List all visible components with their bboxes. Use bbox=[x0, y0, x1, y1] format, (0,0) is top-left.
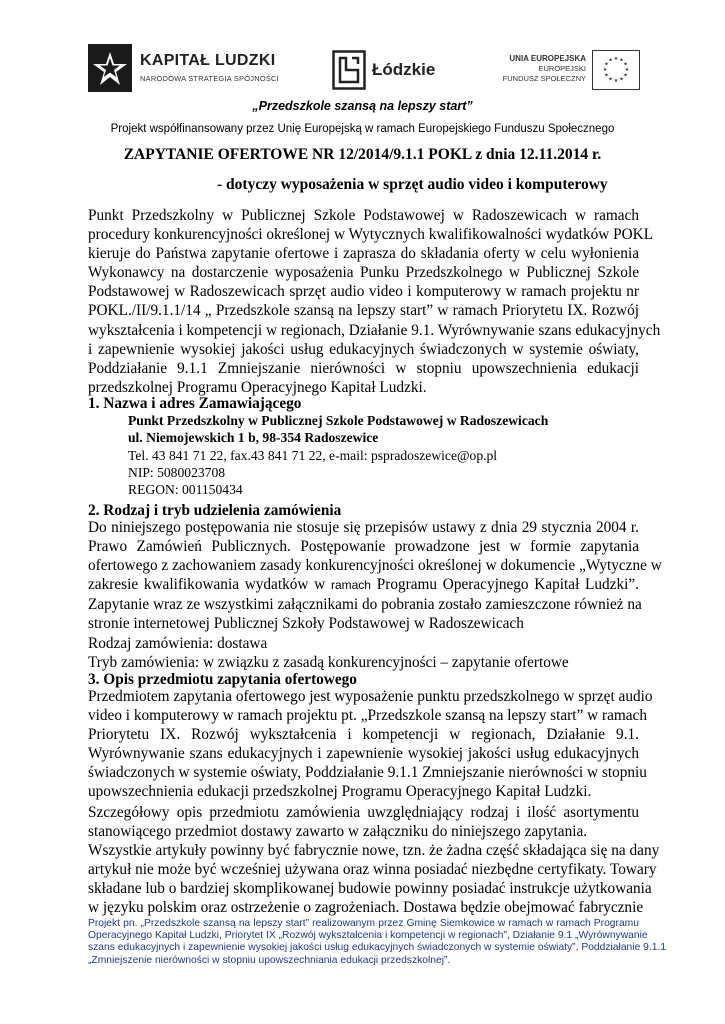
authority-street: ul. Niemojewskich 1 b, 98-354 Radoszewice bbox=[128, 430, 379, 446]
intro-line: wykształcenia i kompetencji w regionach, Działanie 9.1. Wyrównywanie szans edukacyjnych bbox=[88, 321, 661, 339]
logo-bar bbox=[0, 38, 725, 108]
intro-line: procedury konkurencyjności określonej w Wytycznych kwalifikowalności wydatków POKL bbox=[88, 226, 654, 244]
authority-name: Punkt Przedszkolny w Publicznej Szkole Podstawowej w Radoszewicach bbox=[128, 413, 549, 428]
footer-line: Operacyjnego Kapitał Ludzki, Priorytet IX „Rozwój wykształcenia i kompetencji w regionach”, Działanie 9.1 „Wyrównywanie bbox=[88, 930, 648, 942]
eu-flag-icon bbox=[592, 50, 640, 90]
intro-line: Punkt Przedszkolny w Publicznej Szkole Podstawowej w Radoszewicach w ramach bbox=[88, 207, 639, 224]
eu-line3: FUNDUSZ SPOŁECZNY bbox=[502, 74, 586, 83]
detail-line: składane lub o bardziej skomplikowanej budowie powinny posiadać instrukcje użytkowania bbox=[88, 880, 652, 898]
cofinancing-note: Projekt współfinansowany przez Unię Europejską w ramach Europejskiego Funduszu Społecznego bbox=[110, 123, 615, 135]
detail-line: artykuł nie może być wcześniej używana oraz winna posiadać niezbędne certyfikaty. Towary bbox=[88, 861, 657, 879]
intro-line: Wykonawcy na dostarczenie wyposażenia Punku Przedszkolnego w Publicznej Szkole bbox=[88, 264, 639, 282]
section2-line: Zapytanie wraz ze wszystkimi załącznikami do pobrania zostało zamieszczone również na bbox=[88, 596, 642, 614]
section1-heading: 1. Nazwa i adres Zamawiającego bbox=[88, 395, 302, 412]
lodzkie-logo bbox=[332, 50, 452, 94]
svg-text:★: ★ bbox=[623, 72, 628, 79]
section3-paragraph bbox=[88, 687, 653, 802]
svg-text:★: ★ bbox=[608, 57, 613, 64]
detail-line: w języku polskim oraz ostrzeżenie o zagrożeniach. Dostawa będzie obejmować fabrycznie bbox=[88, 899, 644, 917]
svg-text:★: ★ bbox=[619, 76, 624, 83]
svg-text:★: ★ bbox=[619, 57, 624, 64]
svg-text:★: ★ bbox=[623, 61, 628, 68]
lodzkie-name: Łódzkie bbox=[372, 60, 436, 79]
kapital-ludzki-logo bbox=[88, 40, 288, 100]
project-slogan: „Przedszkole szansą na lepszy start” bbox=[252, 99, 473, 113]
page-title: ZAPYTANIE OFERTOWE NR 12/2014/9.1.1 POKL z dnia 12.11.2014 r. bbox=[123, 146, 602, 163]
svg-text:★: ★ bbox=[613, 78, 619, 84]
intro-line: Podstawowej w Radoszewicach sprzęt audio video i komputerowy w ramach projektu nr bbox=[88, 283, 639, 301]
authority-contact: Tel. 43 841 71 22, fax.43 841 71 22, e-mail: pspradoszewice@op.pl bbox=[128, 447, 498, 463]
kapital-ludzki-subtitle: NARODOWA STRATEGIA SPÓJNOŚCI bbox=[140, 74, 279, 83]
section2-heading: 2. Rodzaj i tryb udzielenia zamówienia bbox=[88, 502, 342, 519]
authority-nip: NIP: 5080023708 bbox=[128, 464, 226, 480]
section2-line bbox=[88, 575, 639, 595]
section2-line: ofertowego z zachowaniem zasady konkurencyjności określonej w dokumencie „Wytyczne w bbox=[88, 557, 662, 575]
section2-line: stronie internetowej Publicznej Szkoły Podstawowej w Radoszewicach bbox=[88, 615, 524, 633]
page-footer bbox=[88, 918, 667, 967]
eu-logo bbox=[500, 48, 640, 100]
section3-line: upowszechnienia edukacji przedszkolnej Programu Operacyjnego Kapitał Ludzki. bbox=[88, 783, 592, 801]
kapital-ludzki-star-icon bbox=[88, 44, 132, 92]
eu-line2: EUROPEJSKI bbox=[538, 64, 586, 73]
section3-line: Przedmiotem zapytania ofertowego jest wyposażenie punktu przedszkolnego w sprzęt audio bbox=[88, 688, 653, 705]
section3-line: świadczonych w systemie oświaty, Poddziałanie 9.1.1 Zmniejszanie nierówności w stopniu bbox=[88, 764, 647, 782]
svg-text:★: ★ bbox=[624, 67, 630, 73]
svg-text:★: ★ bbox=[604, 61, 609, 68]
intro-line: POKL./II/9.1.1/14 „ Przedszkole szansą na lepszy start” w ramach Priorytetu IX. Rozwój bbox=[88, 302, 639, 320]
lodzkie-emblem-icon bbox=[332, 50, 366, 90]
section2-line4-part3: Programu Operacyjnego Kapitał Ludzki”. bbox=[376, 576, 640, 594]
section3-line: Priorytetu IX. Rozwój wykształcenia i kompetencji w regionach, Działanie 9.1. bbox=[88, 726, 639, 744]
eu-text bbox=[500, 54, 586, 84]
page-subtitle: - dotyczy wyposażenia w sprzęt audio video i komputerowy bbox=[217, 176, 608, 193]
contracting-authority-address bbox=[128, 412, 548, 498]
intro-line: kieruje do Państwa zapytanie ofertowe i zaprasza do składania oferty w celu wyłonienia bbox=[88, 245, 639, 263]
kapital-ludzki-title: KAPITAŁ LUDZKI bbox=[140, 52, 276, 69]
footer-line: szans edukacyjnych i zapewnienie wysokiej jakości usług edukacyjnych świadczonych w systemie oświaty”, Poddziałanie 9.1.1 bbox=[88, 942, 667, 954]
authority-regon: REGON: 001150434 bbox=[128, 482, 243, 498]
footer-line: Projekt pn. „Przedszkole szansą na lepszy start” realizowanym przez Gminę Siemkowice w ramach w ramach Programu bbox=[88, 918, 639, 929]
footer-line: „Zmniejszenie nierówności w stopniu upowszechniania edukacji przedszkolnej”. bbox=[88, 954, 451, 966]
svg-text:★: ★ bbox=[613, 56, 619, 62]
intro-line: przedszkolnej Programu Operacyjnego Kapitał Ludzki. bbox=[88, 378, 427, 396]
svg-text:★: ★ bbox=[608, 76, 613, 83]
section2-paragraph bbox=[88, 518, 662, 672]
svg-text:★: ★ bbox=[604, 72, 609, 79]
detail-line: stanowiącego przedmiot dostawy zawarto w załączniku do niniejszego zapytania. bbox=[88, 823, 588, 841]
eu-line1: UNIA EUROPEJSKA bbox=[509, 54, 586, 63]
section3-line: Wyrównywanie szans edukacyjnych i zapewnienie wysokiej jakości usług edukacyjnych bbox=[88, 745, 639, 763]
order-mode: Tryb zamówienia: w związku z zasadą konkurencyjności – zapytanie ofertowe bbox=[88, 653, 569, 671]
section3-detail-paragraph bbox=[88, 803, 660, 918]
section2-line4-part2: ramach bbox=[330, 578, 371, 593]
intro-paragraph bbox=[88, 206, 661, 397]
section2-line: Prawo Zamówień Publicznych. Postępowanie prowadzone jest w formie zapytania bbox=[88, 538, 639, 556]
section3-line: video i komputerowy w ramach projektu pt. „Przedszkole szansą na lepszy start” w ramach bbox=[88, 707, 647, 725]
section2-line4-part1: zakresie kwalifikowania wydatków w bbox=[88, 576, 326, 594]
section2-line: Do niniejszego postępowania nie stosuje się przepisów ustawy z dnia 29 stycznia 2004 r. bbox=[88, 519, 639, 536]
svg-text:★: ★ bbox=[602, 67, 608, 73]
detail-line: Wszystkie artykuły powinny być fabrycznie nowe, tzn. że żadna część składająca się na dany bbox=[88, 842, 660, 860]
order-type: Rodzaj zamówienia: dostawa bbox=[88, 634, 268, 652]
intro-line: i zapewnienie wysokiej jakości usług edukacyjnych świadczonych w systemie oświaty, bbox=[88, 340, 639, 358]
section3-heading: 3. Opis przedmiotu zapytania ofertowego bbox=[88, 671, 357, 688]
detail-line: Szczegółowy opis przedmiotu zamówienia uwzględniający rodzaj i ilość asortymentu bbox=[88, 804, 639, 821]
intro-line: Poddziałanie 9.1.1 Zmniejszanie nierówności w stopniu upowszechnienia edukacji bbox=[88, 359, 639, 377]
